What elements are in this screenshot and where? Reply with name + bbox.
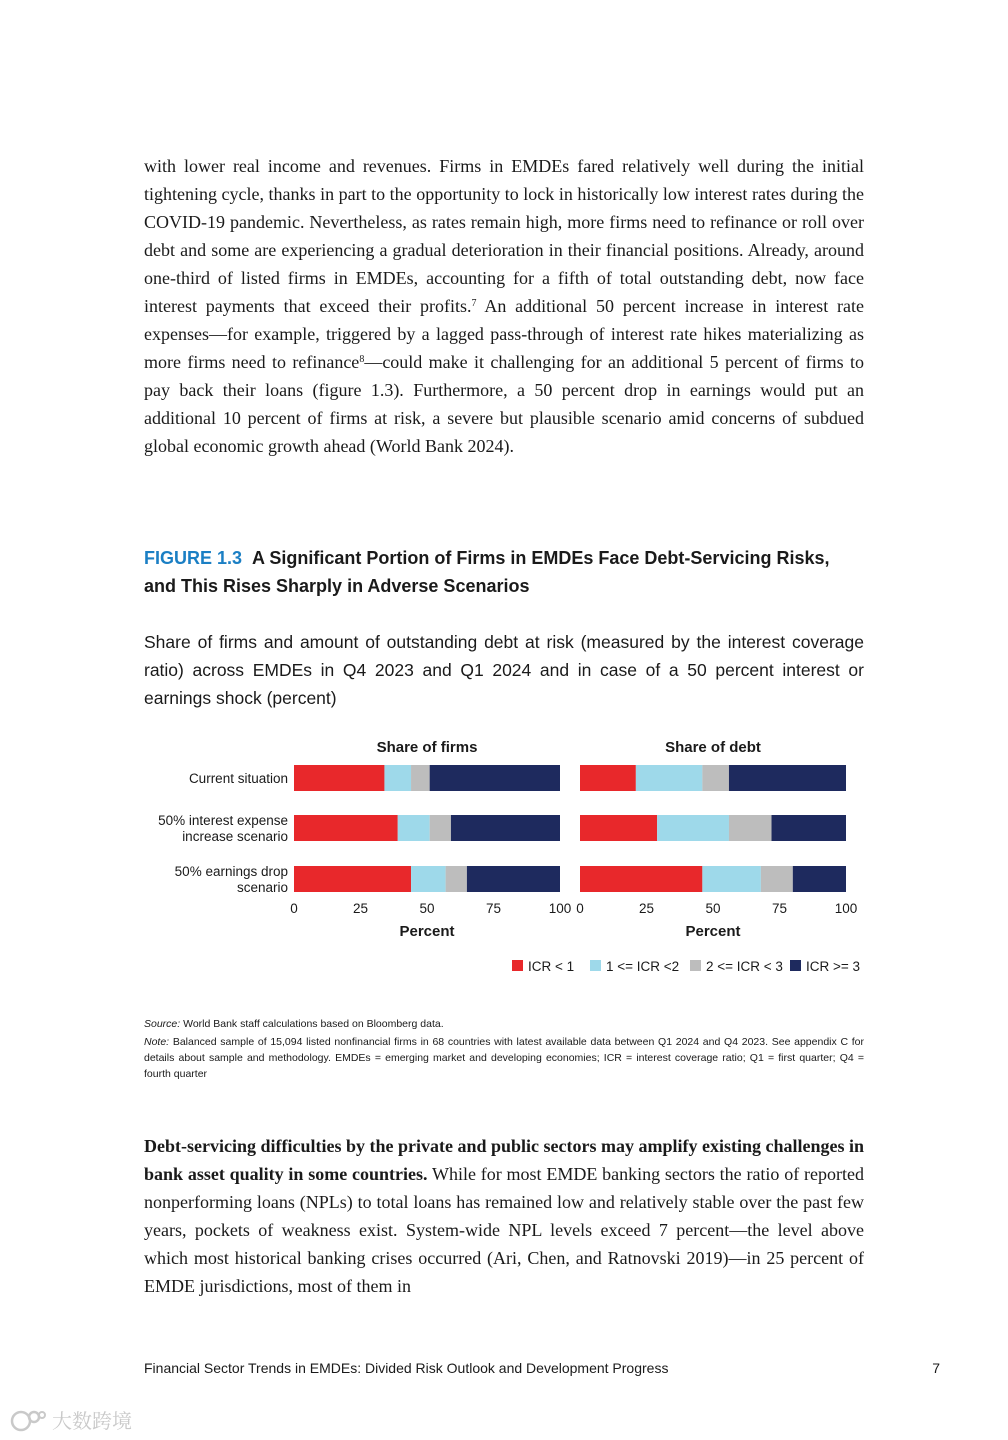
para1-text-c: —could make it challenging for an additional 5 percent of firms to pay back their loans (figure 1.3). Furthermore, a 50 percent drop in earnings would put an additional 10 percent of firms at risk, a severe but plausible scenario amid concerns of subdued global economic growth ahead (World Bank 2024). xyxy=(144,352,865,456)
bar-1-0-1 xyxy=(636,765,703,791)
legend-swatch-2 xyxy=(690,960,701,971)
figure-label: FIGURE 1.3 xyxy=(144,548,243,568)
bar-0-1-3 xyxy=(451,815,560,841)
bar-0-1-1 xyxy=(398,815,430,841)
page-footer xyxy=(144,1358,940,1378)
note-label: Note: xyxy=(144,1036,170,1048)
footnote-ref-8[interactable]: 8 xyxy=(359,354,365,365)
watermark xyxy=(8,1406,132,1436)
x-tick-1-3: 75 xyxy=(771,901,788,916)
x-tick-0-4: 100 xyxy=(548,901,572,916)
watermark-logo-icon xyxy=(8,1408,48,1434)
watermark-text: 大数跨境 xyxy=(52,1409,132,1433)
page-number: 7 xyxy=(932,1360,940,1376)
x-axis-label-1: Percent xyxy=(685,923,741,940)
x-tick-0-3: 75 xyxy=(485,901,502,916)
category-label-1-1: increase scenario xyxy=(182,829,288,844)
bar-1-2-3 xyxy=(793,866,846,892)
note-line xyxy=(144,1034,864,1082)
bar-0-2-3 xyxy=(467,866,560,892)
footer-title: Financial Sector Trends in EMDEs: Divided Risk Outlook and Development Progress xyxy=(144,1360,669,1376)
bar-0-2-2 xyxy=(446,866,467,892)
bar-1-0-2 xyxy=(702,765,729,791)
x-tick-1-2: 50 xyxy=(705,901,721,916)
source-line xyxy=(144,1016,864,1032)
body-paragraph-1 xyxy=(144,152,864,460)
bar-1-1-1 xyxy=(657,815,729,841)
x-tick-0-1: 25 xyxy=(352,901,369,916)
legend-label-2: 2 <= ICR < 3 xyxy=(706,959,783,974)
bar-0-0-1 xyxy=(384,765,411,791)
source-text: World Bank staff calculations based on Bloomberg data. xyxy=(180,1018,444,1030)
panel-title-0: Share of firms xyxy=(376,739,478,756)
x-tick-1-0: 0 xyxy=(576,901,584,916)
bar-1-2-2 xyxy=(761,866,793,892)
bar-0-0-3 xyxy=(430,765,560,791)
bar-0-2-0 xyxy=(294,866,411,892)
category-label-2-0: 50% earnings drop xyxy=(174,864,288,879)
bar-0-1-2 xyxy=(430,815,451,841)
bar-0-1-0 xyxy=(294,815,398,841)
legend-label-3: ICR >= 3 xyxy=(806,959,861,974)
x-tick-0-0: 0 xyxy=(290,901,298,916)
footnote-ref-7[interactable]: 7 xyxy=(471,298,477,309)
note-text: Balanced sample of 15,094 listed nonfinancial firms in 68 countries with latest available data between Q1 2024 and Q4 2023. See appendix C for details about sample and methodology. EMDEs = emerging market and developing economies; ICR = interest coverage ratio; Q1 = first quarter; Q4 = fourth quarter xyxy=(144,1036,864,1080)
legend-label-1: 1 <= ICR <2 xyxy=(606,959,680,974)
legend-swatch-1 xyxy=(590,960,601,971)
category-label-2-1: scenario xyxy=(236,880,288,895)
bar-1-2-0 xyxy=(580,866,702,892)
bar-1-0-0 xyxy=(580,765,636,791)
figure-title xyxy=(144,544,864,600)
figure-title-text: A Significant Portion of Firms in EMDEs Face Debt-Servicing Risks, and This Rises Sharply in Adverse Scenarios xyxy=(144,548,830,596)
source-label: Source: xyxy=(144,1018,181,1030)
panel-title-1: Share of debt xyxy=(665,739,761,756)
body-paragraph-2 xyxy=(144,1132,864,1300)
x-axis-label-0: Percent xyxy=(399,923,455,940)
figure-notes xyxy=(144,1016,864,1084)
x-tick-0-2: 50 xyxy=(419,901,435,916)
x-tick-1-4: 100 xyxy=(834,901,858,916)
figure-subtitle: Share of firms and amount of outstanding debt at risk (measured by the interest coverage ratio) across EMDEs in Q4 2023 and Q1 2024 and in case of a 50 percent interest or earnings shock (percent) xyxy=(144,632,864,708)
x-tick-1-1: 25 xyxy=(638,901,655,916)
para2-text: While for most EMDE banking sectors the ratio of reported nonperforming loans (NPLs) to total loans has remained low and relatively stable over the past few years, pockets of weakness exist. System-wide NPL levels exceed 7 percent—the level above which most historical banking crises occurred (Ari, Chen, and Ratnovski 2019)—in 25 percent of EMDE jurisdictions, most of them in xyxy=(144,1164,864,1296)
bar-1-1-2 xyxy=(729,815,772,841)
category-label-1-0: 50% interest expense xyxy=(158,813,288,828)
bar-1-1-0 xyxy=(580,815,657,841)
bar-0-0-0 xyxy=(294,765,384,791)
para1-text: with lower real income and revenues. Firms in EMDEs fared relatively well during the initial tightening cycle, thanks in part to the opportunity to lock in historically low interest rates during the COVID-19 pandemic. Nevertheless, as rates remain high, more firms need to refinance or roll over debt and some are experiencing a gradual deterioration in their financial positions. Already, around one-third of listed firms in EMDEs, accounting for a fifth of total outstanding debt, now face interest payments that exceed their profits. xyxy=(144,156,864,316)
legend-swatch-0 xyxy=(512,960,523,971)
category-label-0-0: Current situation xyxy=(188,771,288,786)
bar-1-1-3 xyxy=(772,815,846,841)
para1-text-b: An additional 50 percent increase in interest rate expenses—for example, triggered by a lagged pass-through of interest rate hikes materializing as more firms need to refinance xyxy=(144,296,864,372)
legend-label-0: ICR < 1 xyxy=(528,959,575,974)
bar-1-0-3 xyxy=(729,765,846,791)
bar-1-2-1 xyxy=(702,866,761,892)
bar-0-0-2 xyxy=(411,765,430,791)
legend-swatch-3 xyxy=(790,960,801,971)
bar-0-2-1 xyxy=(411,866,446,892)
para2-lead: Debt-servicing difficulties by the private and public sectors may amplify existing challenges in bank asset quality in some countries. xyxy=(144,1136,864,1184)
